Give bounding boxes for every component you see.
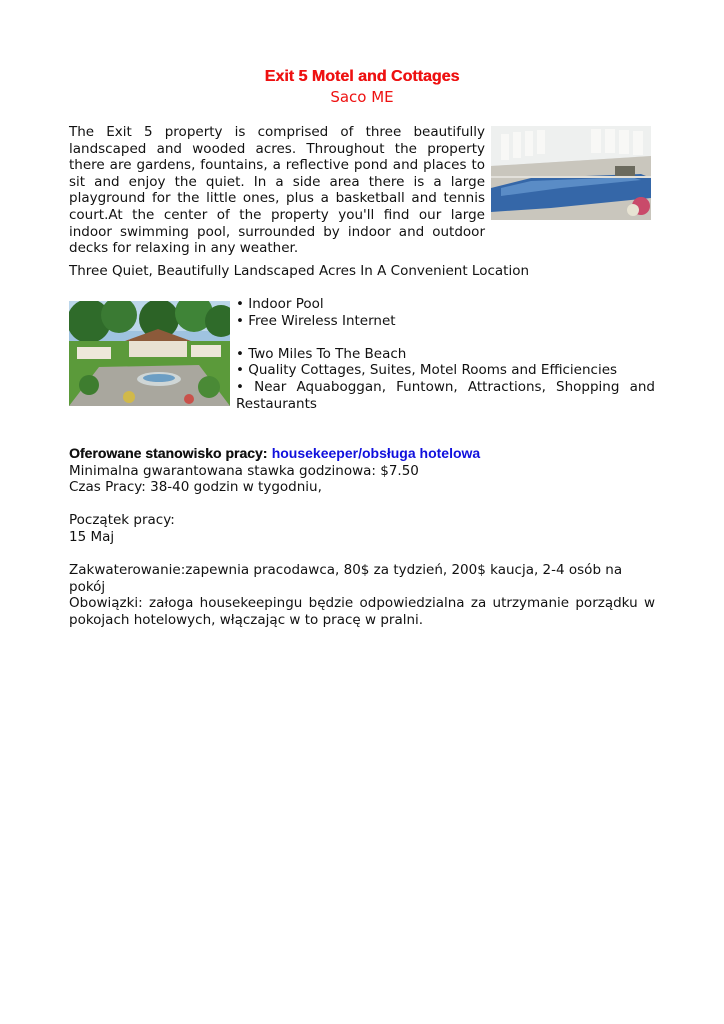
job-position-label: Oferowane stanowisko pracy: bbox=[69, 445, 268, 461]
job-start-label: Początek pracy: bbox=[69, 512, 175, 529]
job-hours: Czas Pracy: 38-40 godzin w tygodniu, bbox=[69, 479, 322, 496]
intro-paragraph: The Exit 5 property is comprised of three beautifully landscaped and wooded acres. Throughout the property there are gardens, fountains, a reflective pond and places to sit and enjoy the quiet. In a side area there is a large playground for the little ones, plus a basketball and tennis court.At the center of the property you'll find our large indoor swimming pool, surrounded by indoor and outdoor decks for relaxing in any weather. bbox=[69, 124, 485, 257]
amenity-attractions: • Near Aquaboggan, Funtown, Attractions, Shopping and Restaurants bbox=[236, 378, 655, 412]
tagline: Three Quiet, Beautifully Landscaped Acres In A Convenient Location bbox=[69, 263, 530, 279]
amenities-list bbox=[236, 296, 655, 412]
page-title: Exit 5 Motel and Cottages bbox=[264, 68, 460, 85]
job-offer-section bbox=[69, 445, 655, 629]
amenity-rooms: • Quality Cottages, Suites, Motel Rooms and Efficiencies bbox=[236, 362, 618, 379]
amenity-indoor-pool: • Indoor Pool bbox=[236, 296, 324, 312]
job-start-date: 15 Maj bbox=[69, 528, 115, 545]
grounds-photo bbox=[69, 301, 230, 406]
job-housing: Zakwaterowanie:zapewnia pracodawca, 80$ za tydzień, 200$ kaucja, 2-4 osób na pokój bbox=[69, 562, 623, 595]
job-duties: Obowiązki: załoga housekeepingu będzie odpowiedzialna za utrzymanie porządku w pokojach hotelowych, włączając w to pracę w pralni. bbox=[69, 595, 655, 628]
amenity-wireless-internet: • Free Wireless Internet bbox=[236, 312, 396, 329]
job-position-value: housekeeper/obsługa hotelowa bbox=[271, 445, 481, 461]
job-position-line bbox=[69, 445, 655, 463]
page-subtitle: Saco ME bbox=[330, 88, 394, 106]
job-wage: Minimalna gwarantowana stawka godzinowa: $7.50 bbox=[69, 462, 419, 479]
amenity-beach: • Two Miles To The Beach bbox=[236, 345, 407, 362]
indoor-pool-photo bbox=[491, 126, 651, 220]
